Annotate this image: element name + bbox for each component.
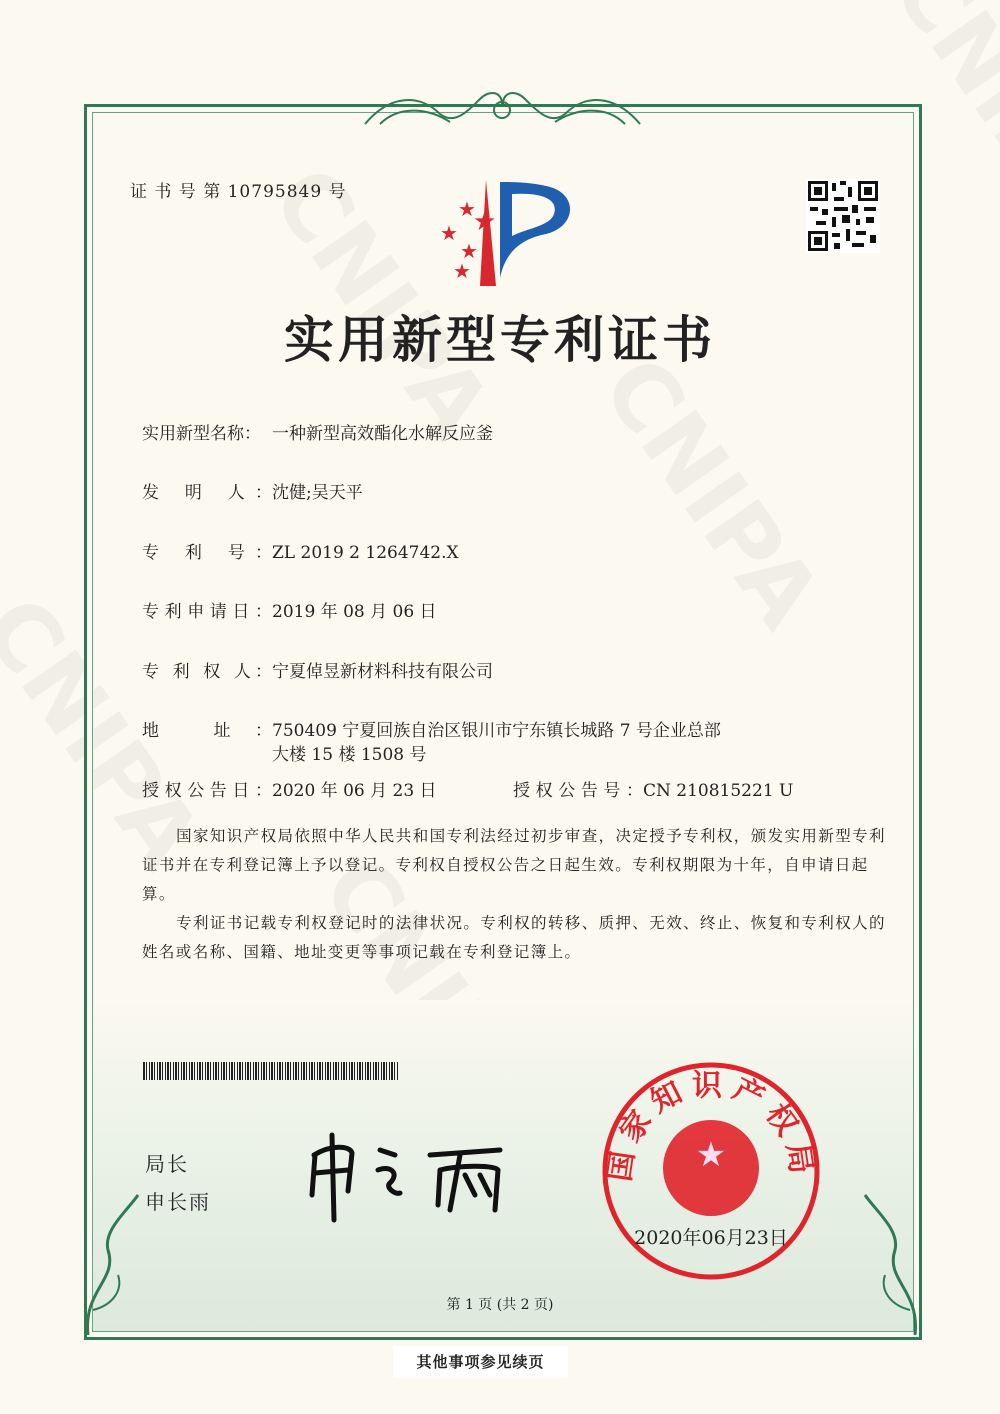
svg-text:★: ★ bbox=[695, 1135, 727, 1175]
field-patent-number bbox=[142, 541, 459, 565]
svg-text:★: ★ bbox=[440, 221, 458, 245]
page-indicator: 第 1 页 (共 2 页) bbox=[446, 1297, 554, 1313]
field-label: 实用新型名称： bbox=[142, 424, 261, 444]
body-paragraph: 专利证书记载专利权登记时的法律状况。专利权的转移、质押、无效、终止、恢复和专利权人的姓名或名称、国籍、地址变更等事项记载在专利登记簿上。 bbox=[142, 914, 886, 961]
field-address bbox=[142, 719, 721, 767]
field-value: 一种新型高效酯化水解反应釜 bbox=[272, 424, 493, 444]
field-utility-model-name bbox=[142, 422, 493, 446]
field-label: 地 址： bbox=[142, 721, 272, 741]
field-label: 专 利 号： bbox=[142, 543, 272, 563]
barcode bbox=[143, 1062, 398, 1080]
field-value: 2019 年 08 月 06 日 bbox=[272, 602, 437, 622]
seal-text: 国家知识产权局 bbox=[602, 1068, 820, 1184]
field-grant-date bbox=[142, 779, 437, 803]
page-title: 实用新型专利证书 bbox=[284, 310, 716, 369]
seal-date: 2020年06月23日 bbox=[634, 1227, 788, 1249]
svg-text:★: ★ bbox=[473, 207, 497, 237]
corner-ornament-left-icon bbox=[78, 1190, 148, 1340]
field-value: CN 210815221 U bbox=[643, 781, 794, 801]
svg-text:★: ★ bbox=[458, 197, 476, 221]
top-ornament-icon bbox=[360, 84, 645, 130]
cnipa-logo-icon bbox=[428, 178, 578, 290]
field-label: 专利申请日： bbox=[142, 602, 272, 622]
field-value: 沈健;吴天平 bbox=[272, 483, 363, 503]
field-value: 2020 年 06 月 23 日 bbox=[272, 781, 437, 801]
official-seal bbox=[598, 1058, 824, 1284]
field-application-date bbox=[142, 600, 437, 624]
body-paragraph: 国家知识产权局依照中华人民共和国专利法经过初步审查，决定授予专利权，颁发实用新型专利证书并在专利登记簿上予以登记。专利权自授权公告之日起生效。专利权期限为十年，自申请日起算。 bbox=[142, 827, 886, 903]
field-label: 授权公告号： bbox=[513, 781, 643, 801]
signatory-title: 局长 bbox=[145, 1152, 189, 1176]
address-line-1: 750409 宁夏回族自治区银川市宁东镇长城路 7 号企业总部 bbox=[272, 721, 721, 741]
field-label: 授权公告日： bbox=[142, 781, 272, 801]
field-value bbox=[272, 719, 721, 767]
address-line-2: 大楼 15 楼 1508 号 bbox=[272, 745, 427, 765]
corner-ornament-right-icon bbox=[855, 1190, 925, 1340]
field-value: ZL 2019 2 1264742.X bbox=[272, 543, 459, 563]
field-grant-number bbox=[513, 779, 793, 803]
signatory-name: 申长雨 bbox=[145, 1190, 211, 1214]
field-label: 发 明 人： bbox=[142, 483, 272, 503]
svg-text:★: ★ bbox=[453, 259, 471, 283]
qr-code bbox=[806, 179, 880, 253]
field-inventor bbox=[142, 481, 363, 505]
field-label: 专 利 权 人： bbox=[142, 662, 272, 682]
certificate-number: 证 书 号 第 10795849 号 bbox=[130, 182, 347, 202]
svg-text:★: ★ bbox=[460, 239, 478, 263]
continued-notice: 其他事项参见续页 bbox=[393, 1346, 568, 1378]
field-patentee bbox=[142, 660, 493, 684]
field-value: 宁夏倬昱新材料科技有限公司 bbox=[272, 662, 493, 682]
handwritten-signature bbox=[300, 1125, 520, 1225]
